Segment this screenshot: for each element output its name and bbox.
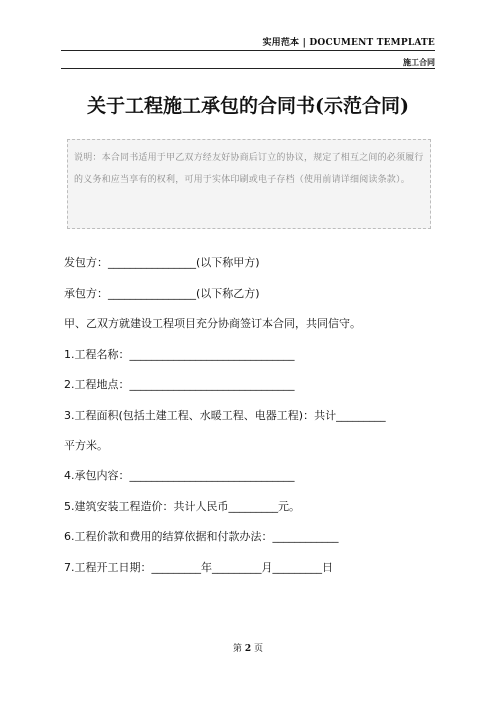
contract-body (64, 254, 436, 589)
contract-line-project-location: 2.工程地点：______________________________ (64, 378, 295, 391)
contract-line-project-area: 3.工程面积(包括土建工程、水暖工程、电器工程)：共计_________ (64, 408, 386, 422)
page-number-prefix: 第 (232, 644, 242, 654)
header-divider (61, 50, 435, 51)
contract-line-contractor: 承包方：________________(以下称乙方) (64, 286, 260, 300)
contract-line-preamble: 甲、乙双方就建设工程项目充分协商签订本合同，共同信守。 (64, 317, 361, 330)
document-category-label: 施工合同 (403, 58, 435, 67)
contract-line-scope: 4.承包内容：______________________________ (64, 469, 295, 482)
contract-line-cost: 5.建筑安装工程造价：共计人民币_________元。 (64, 499, 300, 513)
page-number (0, 641, 496, 654)
usage-note-box: 说明：本合同书适用于甲乙双方经友好协商后订立的协议，规定了相互之间的必须履行的义务和应当享有的权利，可用于实体印刷或电子存档（使用前请详细阅读条款）。 (67, 139, 431, 229)
contract-line-payment-terms: 6.工程价款和费用的结算依据和付款办法：____________ (64, 530, 339, 543)
contract-line-area-unit: 平方米。 (64, 438, 108, 452)
page-number-value: 2 (244, 644, 252, 654)
header-sub-divider (61, 68, 435, 69)
contract-line-start-date: 7.工程开工日期：_________年_________月_________日 (64, 560, 333, 574)
contract-line-employer: 发包方：________________(以下称甲方) (64, 256, 260, 269)
contract-line-project-name: 1.工程名称：______________________________ (64, 347, 295, 361)
document-template-header: 实用范本 | DOCUMENT TEMPLATE (262, 38, 435, 48)
page-title: 关于工程施工承包的合同书(示范合同) (87, 95, 409, 117)
page-number-suffix: 页 (254, 644, 264, 654)
